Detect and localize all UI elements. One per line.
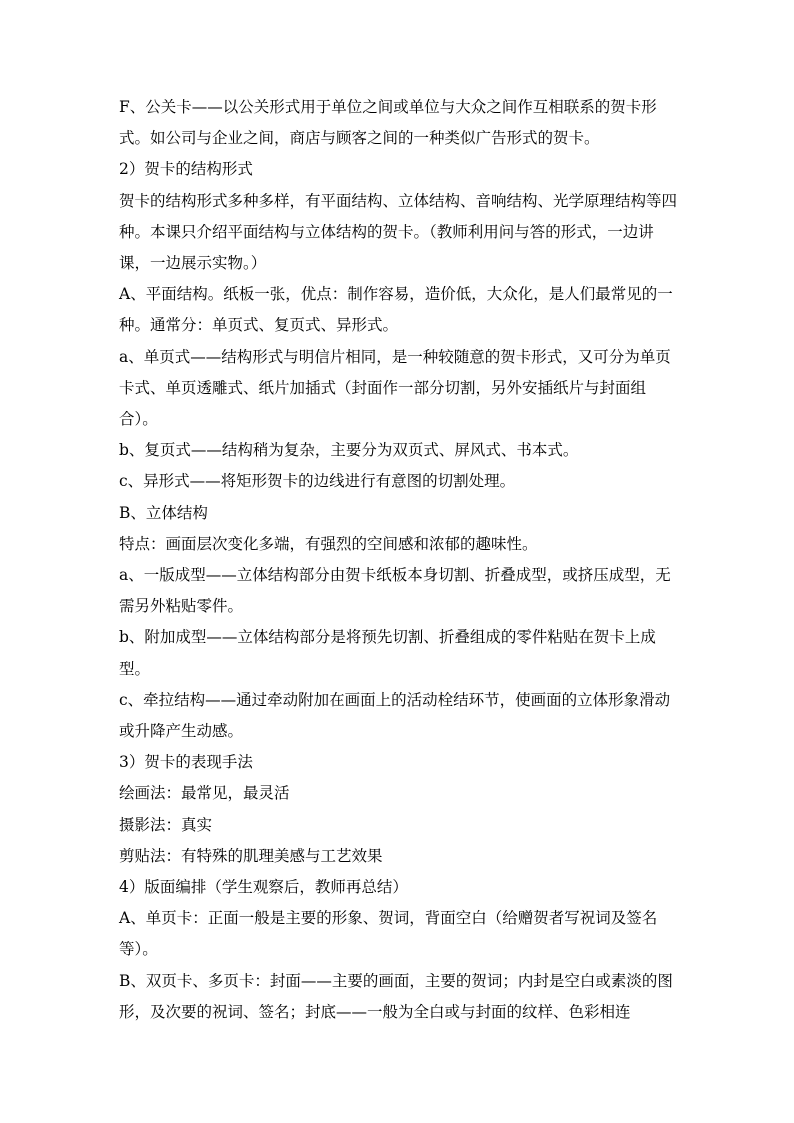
paragraph-painting: 绘画法：最常见，最灵活 [119, 784, 290, 803]
paragraph-photography: 摄影法：真实 [119, 815, 213, 834]
paragraph-structure-intro: 贺卡的结构形式多种多样，有平面结构、立体结构、音响结构、光学原理结构等四种。本课只介绍平面结构与立体结构的贺卡。（教师利用问与答的形式，一边讲课，一边展示实物。） [119, 191, 678, 273]
document-body [119, 92, 679, 1028]
paragraph-double-card: B、双页卡、多页卡：封面——主要的画面，主要的贺词；内封是空白或素淡的图形，及次要的祝词、签名；封底——一般为全白或与封面的纹样、色彩相连 [119, 971, 673, 1021]
paragraph-collage: 剪贴法：有特殊的肌理美感与工艺效果 [119, 846, 383, 865]
heading-techniques: 3）贺卡的表现手法 [119, 753, 253, 772]
paragraph-one-piece: a、一版成型——立体结构部分由贺卡纸板本身切割、折叠成型，或挤压成型，无需另外粘贴零件。 [119, 566, 671, 616]
paragraph-single-card: A、单页卡：正面一般是主要的形象、贺词，背面空白（给赠贺者写祝词及签名等）。 [119, 909, 658, 959]
paragraph-multi-page: b、复页式——结构稍为复杂，主要分为双页式、屏风式、书本式。 [119, 441, 579, 460]
heading-structure-forms: 2）贺卡的结构形式 [119, 160, 253, 179]
paragraph-shaped: c、异形式——将矩形贺卡的边线进行有意图的切割处理。 [119, 472, 516, 491]
paragraph-3d-features: 特点：画面层次变化多端，有强烈的空间感和浓郁的趣味性。 [119, 534, 538, 553]
paragraph-card-pr: F、公关卡——以公关形式用于单位之间或单位与大众之间作互相联系的贺卡形式。如公司与企业之间，商店与顾客之间的一种类似广告形式的贺卡。 [119, 98, 657, 148]
paragraph-single-page: a、单页式——结构形式与明信片相同，是一种较随意的贺卡形式，又可分为单页卡式、单页透雕式、纸片加插式（封面作一部分切割，另外安插纸片与封面组合）。 [119, 347, 671, 429]
paragraph-flat-structure: A、平面结构。纸板一张，优点：制作容易，造价低，大众化，是人们最常见的一种。通常分：单页式、复页式、异形式。 [119, 285, 673, 335]
paragraph-pull-structure: c、牵拉结构——通过牵动附加在画面上的活动栓结环节，使画面的立体形象滑动或升降产生动感。 [119, 690, 671, 741]
paragraph-attached: b、附加成型——立体结构部分是将预先切割、折叠组成的零件粘贴在贺卡上成型。 [119, 628, 656, 678]
heading-3d-structure: B、立体结构 [119, 503, 208, 522]
heading-layout: 4）版面编排（学生观察后，教师再总结） [119, 878, 408, 897]
